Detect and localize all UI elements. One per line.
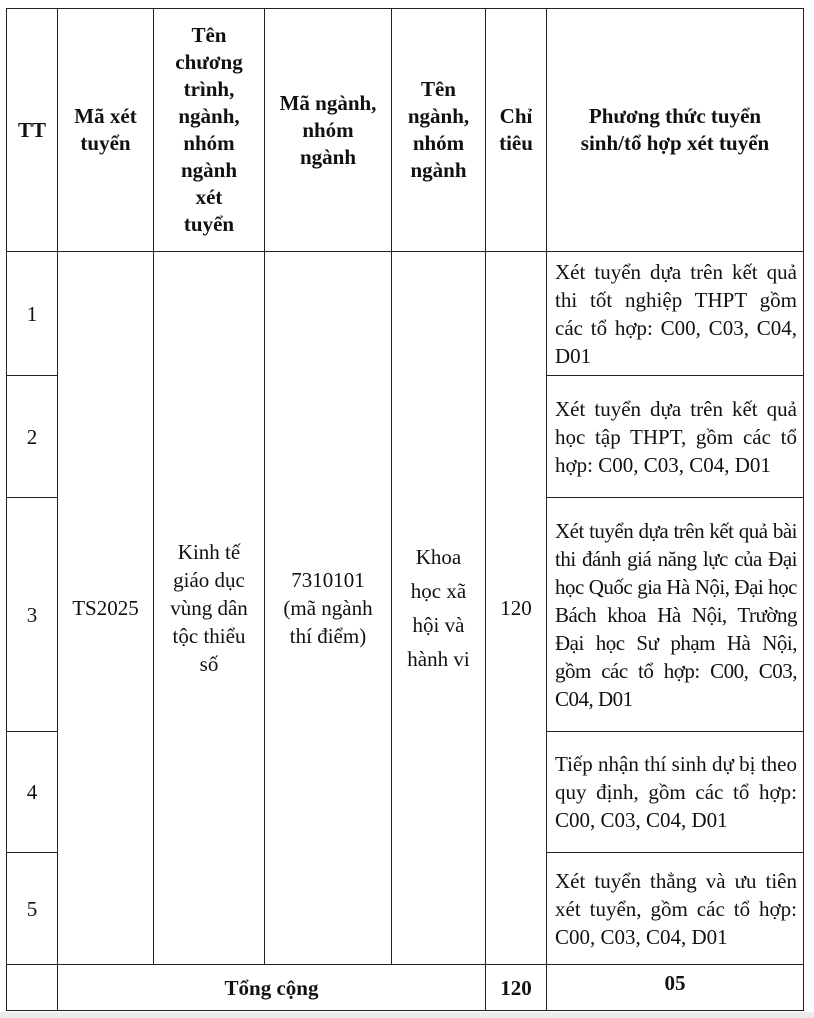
header-ten-chuong-trinh: Tên chương trình, ngành, nhóm ngành xét tuyển (154, 9, 265, 252)
method-cell: Tiếp nhận thí sinh dự bị theo quy định, gồm các tổ hợp: C00, C03, C04, D01 (547, 732, 804, 853)
ma-xet-tuyen-cell: TS2025 (58, 252, 154, 965)
method-cell: Xét tuyển dựa trên kết quả học tập THPT, gồm các tổ hợp: C00, C03, C04, D01 (547, 376, 804, 498)
header-ma-xet-tuyen: Mã xét tuyển (58, 9, 154, 252)
ten-chuong-trinh-cell: Kinh tế giáo dục vùng dân tộc thiểu số (154, 252, 265, 965)
row-number: 4 (7, 732, 58, 853)
method-cell: Xét tuyển dựa trên kết quả bài thi đánh giá năng lực của Đại học Quốc gia Hà Nội, Đại học Bách khoa Hà Nội, Trường Đại học Sư phạm Hà Nội, gồm các tổ hợp: C00, C03, C04, D01 (547, 498, 804, 732)
row-number: 3 (7, 498, 58, 732)
ma-nganh-cell: 7310101 (mã ngành thí điểm) (265, 252, 392, 965)
method-cell: Xét tuyển dựa trên kết quả thi tốt nghiệp THPT gồm các tổ hợp: C00, C03, C04, D01 (547, 252, 804, 376)
row-number: 1 (7, 252, 58, 376)
table-row (7, 252, 804, 376)
admission-table (6, 8, 804, 1011)
row-number: 5 (7, 853, 58, 965)
chi-tieu-cell: 120 (486, 252, 547, 965)
header-phuong-thuc: Phương thức tuyển sinh/tổ hợp xét tuyển (547, 9, 804, 252)
page-bottom-strip (0, 1012, 814, 1018)
header-ma-nganh: Mã ngành, nhóm ngành (265, 9, 392, 252)
total-chi-tieu: 120 (486, 965, 547, 1011)
total-methods-count: 05 (547, 965, 804, 1011)
total-label: Tổng cộng (58, 965, 486, 1011)
total-empty-cell (7, 965, 58, 1011)
method-cell: Xét tuyển thẳng và ưu tiên xét tuyển, gồm các tổ hợp: C00, C03, C04, D01 (547, 853, 804, 965)
header-row (7, 9, 804, 252)
header-ten-nganh: Tên ngành, nhóm ngành (392, 9, 486, 252)
header-chi-tieu: Chỉ tiêu (486, 9, 547, 252)
header-tt: TT (7, 9, 58, 252)
row-number: 2 (7, 376, 58, 498)
total-row (7, 965, 804, 1011)
ten-nganh-cell: Khoa học xã hội và hành vi (392, 252, 486, 965)
